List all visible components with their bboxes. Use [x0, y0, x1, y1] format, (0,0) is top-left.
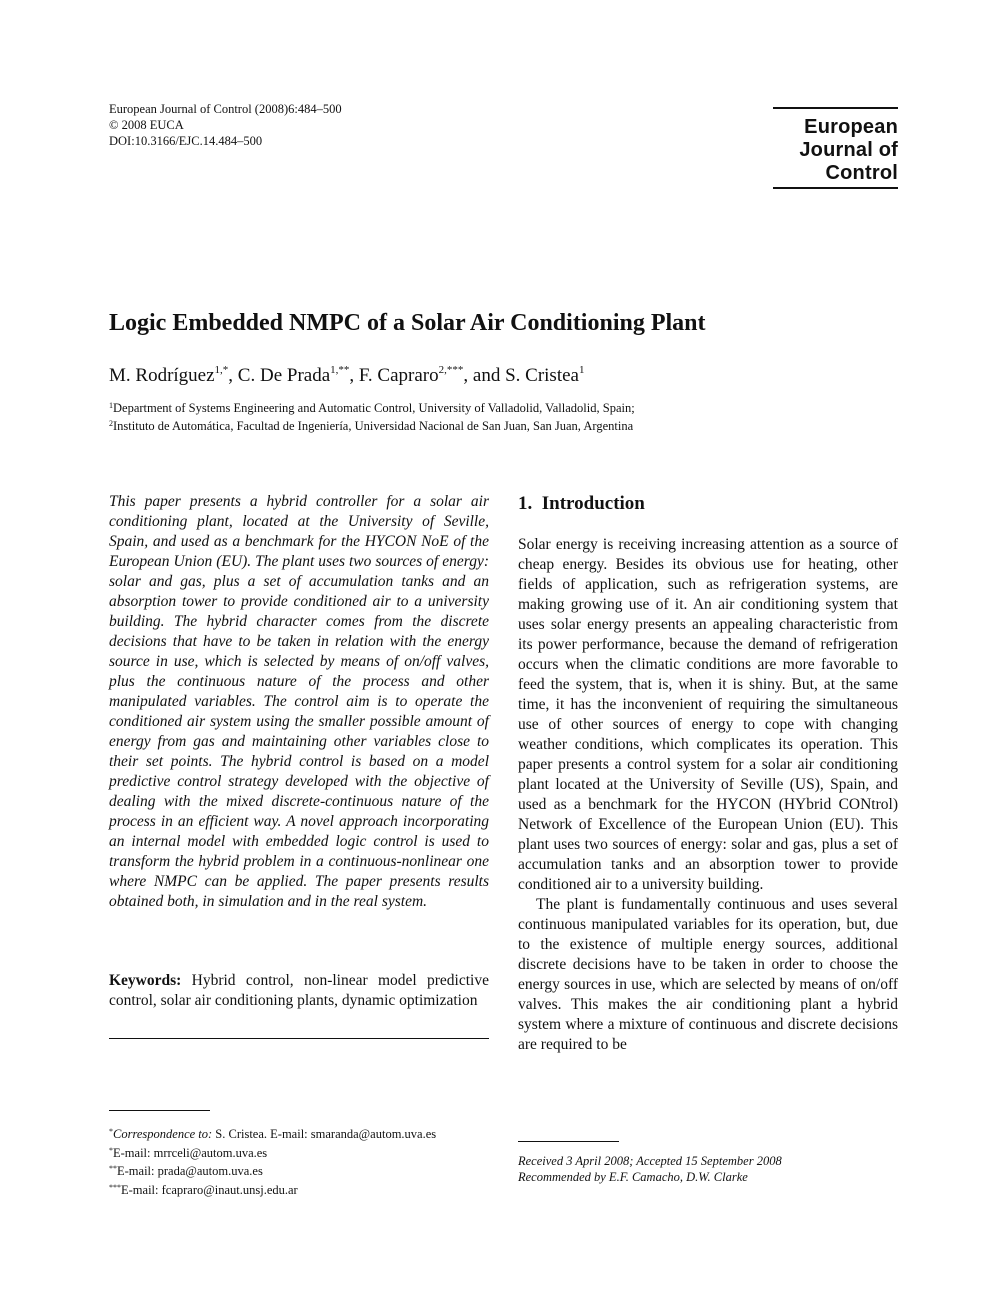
- footnote-mark: *: [109, 1145, 113, 1155]
- logo-line-3: Control: [825, 162, 898, 184]
- abstract: This paper presents a hybrid controller for a solar air conditioning plant, located at the University of Seville, Spain, and used as a benchmark for the HYCON NoE of the European Union (EU). The plant uses two sources of energy: solar and gas, plus a set of accumulation tanks and an absorption tower to provide conditioned air to a university building. The hybrid character comes from the discrete decisions that have to be taken in relation with the energy source in use, which is selected by means of on/off valves, plus the continuous nature of the process and other manipulated variables. The control aim is to operate the conditioned air system using the smaller possible amount of energy from gas and maintaining other variables close to their set points. The hybrid control is based on a model predictive control strategy developed with the objective of dealing with the mixed discrete-continuous nature of the process in an efficient way. A novel approach incorporating an internal model with embedded logic control is used to transform the hybrid problem in a continuous-nonlinear one where NMPC can be applied. The paper presents results obtained both, in simulation and in the real system.: [109, 493, 489, 910]
- intro-paragraph-2: The plant is fundamentally continuous and uses several continuous manipulated variables for its operation, but, due to the existence of multiple energy sources, additional discrete decisions have to be taken in order to choose the energy sources in use, which are selected by means of on/off valves. This makes the air conditioning plant a hybrid system where a mixture of continuous and discrete decisions are required to be: [518, 896, 898, 1053]
- affiliation-text: Instituto de Automática, Facultad de Ingeniería, Universidad Nacional de San Juan, San Juan, Argentina: [113, 419, 634, 433]
- journal-logo: [773, 107, 898, 189]
- author-name: , C. De Prada: [228, 365, 331, 386]
- keywords-text: Hybrid control, non-linear model predictive control, solar air conditioning plants, dynamic optimization: [109, 972, 489, 1009]
- correspondence-text: S. Cristea. E-mail: smaranda@autom.uva.es: [212, 1127, 437, 1141]
- section-number: 1.: [518, 493, 533, 514]
- author-mark: 1,*: [214, 364, 229, 376]
- introduction-body: [518, 535, 898, 1055]
- correspondence-label: Correspondence to:: [113, 1127, 213, 1141]
- email-footnote-1: [109, 1143, 436, 1162]
- author-name: M. Rodríguez: [109, 365, 215, 386]
- author-list: [109, 364, 584, 387]
- citation-line: European Journal of Control (2008)6:484–500: [109, 102, 342, 116]
- affiliation-2: [109, 416, 635, 434]
- received-info: [518, 1153, 782, 1185]
- author-mark: 2,***: [438, 364, 464, 376]
- affiliation-1: [109, 398, 635, 416]
- doi-line: DOI:10.3166/EJC.14.484–500: [109, 134, 263, 148]
- affiliation-text: Department of Systems Engineering and Automatic Control, University of Valladolid, Valladolid, Spain;: [113, 401, 635, 415]
- footnote-mark: **: [109, 1164, 117, 1173]
- footnote-text: E-mail: mrrceli@autom.uva.es: [113, 1145, 268, 1160]
- affiliations: [109, 398, 635, 434]
- footnote-rule-left: [109, 1110, 210, 1111]
- author-mark: 1,**: [330, 364, 350, 376]
- affiliation-mark: 2: [109, 419, 113, 428]
- logo-line-2: Journal of: [799, 139, 898, 161]
- paper-title: Logic Embedded NMPC of a Solar Air Conditioning Plant: [109, 310, 706, 336]
- email-footnote-3: [109, 1180, 436, 1199]
- email-footnote-2: [109, 1161, 436, 1180]
- affiliation-mark: 1: [109, 401, 113, 410]
- abstract-divider: [109, 1038, 489, 1039]
- intro-paragraph-1: Solar energy is receiving increasing attention as a source of cheap energy. Besides its obvious use for heating, other fields of application, such as refrigeration systems, are making growing use of it. An air conditioning system that uses solar energy presents an appealing characteristic from its power performance, because the demand of refrigeration occurs when the climatic conditions are more favorable to feed the system, that is, when it is shiny. But, at the same time, it has the inconvenient of requiring the simultaneous use of other sources of energy to cope with changing weather conditions, which complicates its operation. This paper presents a control system for a solar air conditioning plant located at the University of Seville (US), Spain, and used as a benchmark for the HYCON (HYbrid CONtrol) Network of Excellence of the European Union (EU). This plant uses two sources of energy: solar and gas, plus a set of accumulation tanks and an absorption tower to provide conditioned air to a university building.: [518, 536, 898, 893]
- journal-citation-block: [109, 101, 342, 149]
- keywords: [109, 971, 489, 1011]
- received-dates: Received 3 April 2008; Accepted 15 September 2008: [518, 1154, 782, 1168]
- footnote-text: E-mail: fcapraro@inaut.unsj.edu.ar: [121, 1182, 298, 1197]
- section-heading: [518, 493, 645, 515]
- correspondence-footnote: [109, 1124, 436, 1143]
- footnote-rule-right: [518, 1141, 619, 1142]
- logo-line-1: European: [804, 116, 898, 138]
- section-title: Introduction: [541, 493, 645, 514]
- footnote-mark: *: [109, 1127, 113, 1136]
- footnote-text: E-mail: prada@autom.uva.es: [117, 1164, 263, 1178]
- author-name: , and S. Cristea: [463, 365, 579, 386]
- author-name: , F. Capraro: [349, 365, 439, 386]
- recommended-by: Recommended by E.F. Camacho, D.W. Clarke: [518, 1170, 748, 1184]
- copyright-line: © 2008 EUCA: [109, 118, 184, 132]
- keywords-label: Keywords:: [109, 972, 182, 989]
- footnote-mark: ***: [109, 1182, 121, 1192]
- author-mark: 1: [578, 364, 585, 376]
- footnotes: [109, 1124, 436, 1198]
